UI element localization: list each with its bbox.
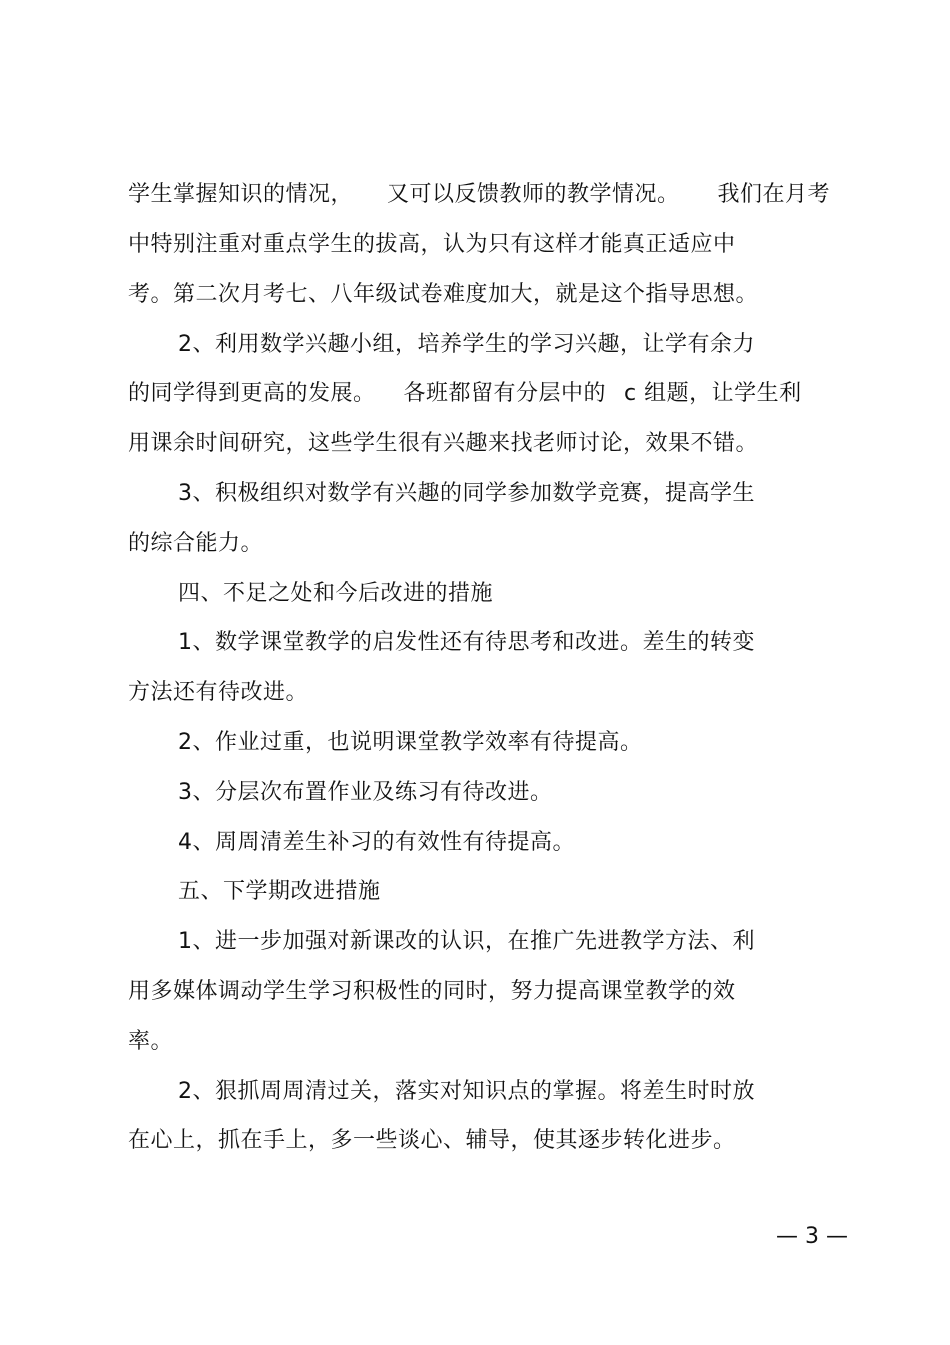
paragraph-line: 中特别注重对重点学生的拔高，认为只有这样才能真正适应中 <box>128 232 736 257</box>
list-item-continuation: 方法还有待改进。 <box>128 680 309 705</box>
list-item: 3、分层次布置作业及练习有待改进。 <box>178 780 553 805</box>
text-segment: c 组题，让学生利 <box>624 381 802 406</box>
text-segment: 的同学得到更高的发展。 <box>128 381 376 406</box>
text-segment: 学生掌握知识的情况， <box>128 182 354 207</box>
paragraph-line: 考。第二次月考七、八年级试卷难度加大，就是这个指导思想。 <box>128 282 759 307</box>
list-item-continuation: 率。 <box>128 1029 174 1054</box>
text-segment: 又可以反馈教师的教学情况。 <box>387 182 680 207</box>
paragraph-line: 用课余时间研究，这些学生很有兴趣来找老师讨论，效果不错。 <box>128 431 759 456</box>
paragraph-line: 3、积极组织对数学有兴趣的同学参加数学竞赛，提高学生 <box>178 481 755 506</box>
section-heading: 五、下学期改进措施 <box>178 879 381 904</box>
paragraph-line: 2、利用数学兴趣小组，培养学生的学习兴趣，让学有余力 <box>178 332 755 357</box>
text-segment: 我们在月考 <box>717 182 831 207</box>
paragraph-line <box>128 379 802 409</box>
section-heading: 四、不足之处和今后改进的措施 <box>178 581 494 606</box>
list-item-continuation: 在心上，抓在手上，多一些谈心、辅导，使其逐步转化进步。 <box>128 1128 736 1153</box>
list-item: 1、进一步加强对新课改的认识，在推广先进教学方法、利 <box>178 929 755 954</box>
page-number: — 3 — <box>776 1224 848 1249</box>
list-item-continuation: 用多媒体调动学生学习积极性的同时，努力提高课堂教学的效 <box>128 979 736 1004</box>
list-item: 4、周周清差生补习的有效性有待提高。 <box>178 830 575 855</box>
paragraph-line <box>128 180 830 210</box>
text-segment: 各班都留有分层中的 <box>403 381 607 406</box>
list-item: 2、狠抓周周清过关，落实对知识点的掌握。将差生时时放 <box>178 1079 755 1104</box>
paragraph-line: 的综合能力。 <box>128 531 264 556</box>
list-item: 1、数学课堂教学的启发性还有待思考和改进。差生的转变 <box>178 630 755 655</box>
list-item: 2、作业过重，也说明课堂教学效率有待提高。 <box>178 730 643 755</box>
